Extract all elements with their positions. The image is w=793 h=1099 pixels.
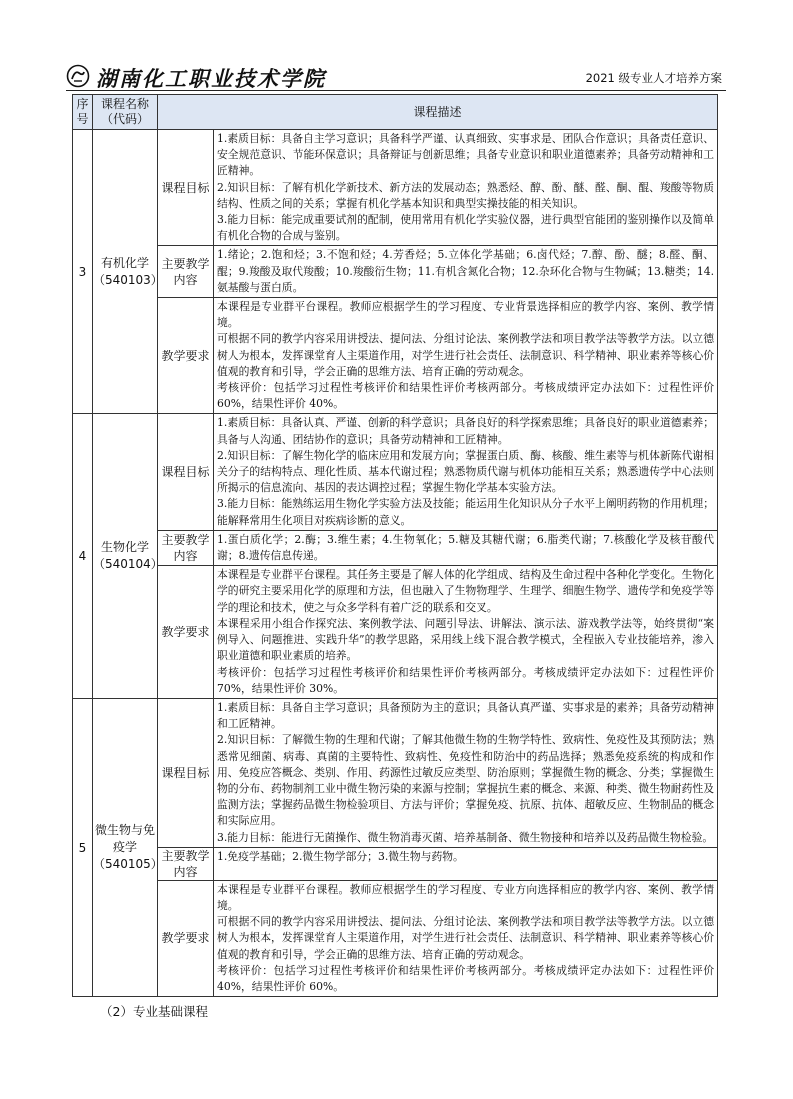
course-name-cell bbox=[93, 130, 163, 414]
row-type-label: 课程目标 bbox=[158, 698, 214, 847]
row-description bbox=[214, 880, 718, 996]
description-paragraph: 本课程采用小组合作探究法、案例教学法、问题引导法、讲解法、演示法、游戏教学法等，始终贯彻“案例导入、问题推进、实践升华”的教学思路，采用线上线下混合教学模式，全程嵌入专业技能培养，渗入职业道德和职业素质的培养。 bbox=[217, 616, 715, 663]
row-type-label: 主要教学内容 bbox=[158, 847, 214, 880]
description-paragraph: 本课程是专业群平台课程。教师应根据学生的学习程度、专业方向选择相应的教学内容、案例、教学情境。 bbox=[217, 882, 715, 912]
row-type-label: 教学要求 bbox=[158, 298, 214, 414]
row-description bbox=[214, 566, 718, 699]
table-row bbox=[73, 698, 718, 847]
table-header-row bbox=[73, 95, 718, 130]
course-number: 3 bbox=[73, 130, 93, 414]
course-code: （540104） bbox=[93, 557, 163, 572]
description-paragraph: 可根据不同的教学内容采用讲授法、提问法、分组讨论法、案例教学法和项目教学法等教学方法。以立德树人为根本，发挥课堂育人主渠道作用，对学生进行社会责任、法制意识、科学精神、职业素养等核心价值观的教育和引导，学会正确的思维方法、培育正确的劳动观念。 bbox=[217, 915, 715, 961]
table-row bbox=[73, 246, 718, 298]
description-paragraph: 2.知识目标：了解微生物的生理和代谢；了解其他微生物的生物学特性、致病性、免疫性及其预防法；熟悉常见细菌、病毒、真菌的主要特性、致病性、免疫性和防治中的药品选择；熟悉免疫系统的构成和作用、免疫应答概念、类别、作用、药源性过敏反应类型、防治原则；掌握微生物的概念、分类；掌握微生物的分布、药物制剂工业中微生物污染的来源与控制；掌握抗生素的概念、来源、种类、微生物耐药性及监测方法；掌握药品微生物检验项目、方法与评价；掌握免疫、抗原、抗体、超敏反应、生物制品的概念和实际应用。 bbox=[217, 733, 715, 828]
table-row bbox=[73, 298, 718, 414]
description-paragraph: 可根据不同的教学内容采用讲授法、提问法、分组讨论法、案例教学法和项目教学法等教学方法。以立德树人为根本，发挥课堂育人主渠道作用，对学生进行社会责任、法制意识、科学精神、职业素养等核心价值观的教育和引导，学会正确的思维方法、培育正确的劳动观念。 bbox=[217, 332, 715, 378]
row-description bbox=[214, 698, 718, 847]
course-table bbox=[72, 94, 718, 997]
row-type-label: 主要教学内容 bbox=[158, 246, 214, 298]
plan-title: 2021 级专业人才培养方案 bbox=[585, 71, 722, 85]
table-row bbox=[73, 847, 718, 880]
description-paragraph: 2.知识目标：了解生物化学的临床应用和发展方向；掌握蛋白质、酶、核酸、维生素等与机体新陈代谢相关分子的结构特点、理化性质、基本代谢过程；熟悉物质代谢与机体功能相互关系；熟悉遗传学中心法则所揭示的信息流向、基因的表达调控过程；掌握生物化学基本实验方法。 bbox=[217, 448, 715, 495]
description-paragraph: 3.能力目标：能完成重要试剂的配制，使用常用有机化学实验仪器，进行典型官能团的鉴别操作以及简单有机化合物的合成与鉴别。 bbox=[217, 213, 715, 243]
description-paragraph: 1.素质目标：具备认真、严谨、创新的科学意识；具备良好的科学探索思维；具备良好的职业道德素养；具备与人沟通、团结协作的意识；具备劳动精神和工匠精神。 bbox=[217, 416, 715, 446]
row-type-label: 课程目标 bbox=[158, 414, 214, 530]
header-desc: 课程描述 bbox=[158, 95, 718, 130]
row-type-label: 主要教学内容 bbox=[158, 530, 214, 565]
description-paragraph: 考核评价：包括学习过程性考核评价和结果性评价考核两部分。考核成绩评定办法如下：过程性评价 70%，结果性评价 30%。 bbox=[217, 665, 715, 695]
school-name: 湖南化工职业技术学院 bbox=[96, 66, 326, 91]
description-paragraph: 考核评价：包括学习过程性考核评价和结果性评价考核两部分。考核成绩评定办法如下：过程性评价 40%，结果性评价 60%。 bbox=[217, 963, 715, 993]
table-row bbox=[73, 414, 718, 530]
table-row bbox=[73, 566, 718, 699]
course-name-cell bbox=[93, 414, 163, 698]
course-name: 有机化学 bbox=[100, 255, 149, 270]
row-description bbox=[214, 130, 718, 246]
row-type-label: 教学要求 bbox=[158, 880, 214, 996]
description-paragraph: 3.能力目标：能进行无菌操作、微生物消毒灭菌、培养基制备、微生物接种和培养以及药品微生物检验。 bbox=[217, 830, 714, 844]
description-paragraph: 考核评价：包括学习过程性考核评价和结果性评价考核两部分。考核成绩评定办法如下：过程性评价 60%，结果性评价 40%。 bbox=[217, 381, 715, 411]
description-paragraph: 1.素质目标：具备自主学习意识；具备科学严谨、认真细致、实事求是、团队合作意识；具备责任意识、安全规范意识、节能环保意识；具备辩证与创新思维；具备专业意识和职业道德素养；具备劳动精神和工匠精神。 bbox=[217, 132, 715, 178]
row-description bbox=[214, 847, 718, 880]
course-name: 生物化学 bbox=[100, 540, 149, 555]
table-row bbox=[73, 130, 718, 246]
page-header bbox=[66, 62, 726, 91]
course-code: （540103） bbox=[93, 272, 163, 287]
row-description bbox=[214, 414, 718, 530]
row-type-label: 教学要求 bbox=[158, 566, 214, 699]
description-paragraph: 2.知识目标：了解有机化学新技术、新方法的发展动态；熟悉烃、醇、酚、醚、醛、酮、醌、羧酸等物质结构、性质之间的关系；掌握有机化学基本知识和典型实操技能的相关知识。 bbox=[217, 180, 715, 210]
course-number: 4 bbox=[73, 414, 93, 698]
description-paragraph: 本课程是专业群平台课程。教师应根据学生的学习程度、专业背景选择相应的教学内容、案例、教学情境。 bbox=[217, 300, 715, 330]
table-row bbox=[73, 880, 718, 996]
row-description bbox=[214, 246, 718, 298]
header-no: 序号 bbox=[73, 95, 93, 130]
description-paragraph: 1.绪论；2.饱和烃；3.不饱和烃；4.芳香烃；5.立体化学基础；6.卤代烃；7.醇、酚、醚；8.醛、酮、醌；9.羧酸及取代羧酸；10.羧酸衍生物；11.有机含氮化合物；12.杂环化合物与生物碱；13.糖类；14.氨基酸与蛋白质。 bbox=[217, 248, 715, 294]
course-number: 5 bbox=[73, 698, 93, 996]
table-row bbox=[73, 530, 718, 565]
course-name: 微生物与免疫学 bbox=[94, 823, 155, 855]
description-paragraph: 1.素质目标：具备自主学习意识；具备预防为主的意识；具备认真严谨、实事求是的素养；具备劳动精神和工匠精神。 bbox=[217, 700, 715, 731]
school-logo-icon bbox=[66, 64, 90, 88]
description-paragraph: 1.免疫学基础；2.微生物学部分；3.微生物与药物。 bbox=[217, 849, 464, 863]
section-heading: （2）专业基础课程 bbox=[100, 1004, 208, 1019]
course-code: （540105） bbox=[93, 857, 163, 872]
description-paragraph: 1.蛋白质化学；2.酶；3.维生素；4.生物氧化；5.糖及其糖代谢；6.脂类代谢；7.核酸化学及核苷酸代谢；8.遗传信息传递。 bbox=[217, 532, 715, 563]
course-name-cell bbox=[93, 698, 163, 996]
row-type-label: 课程目标 bbox=[158, 130, 214, 246]
row-description bbox=[214, 530, 718, 565]
row-description bbox=[214, 298, 718, 414]
description-paragraph: 本课程是专业群平台课程。其任务主要是了解人体的化学组成、结构及生命过程中各种化学变化。生物化学的研究主要采用化学的原理和方法，但也融入了生物物理学、生理学、细胞生物学、遗传学和免疫学等学的理论和技术，使之与众多学科有着广泛的联系和交叉。 bbox=[217, 568, 715, 614]
header-name: 课程名称（代码） bbox=[93, 95, 158, 130]
description-paragraph: 3.能力目标：能熟练运用生物化学实验方法及技能；能运用生化知识从分子水平上阐明药物的作用机理；能解释常用生化项目对疾病诊断的意义。 bbox=[217, 497, 715, 527]
